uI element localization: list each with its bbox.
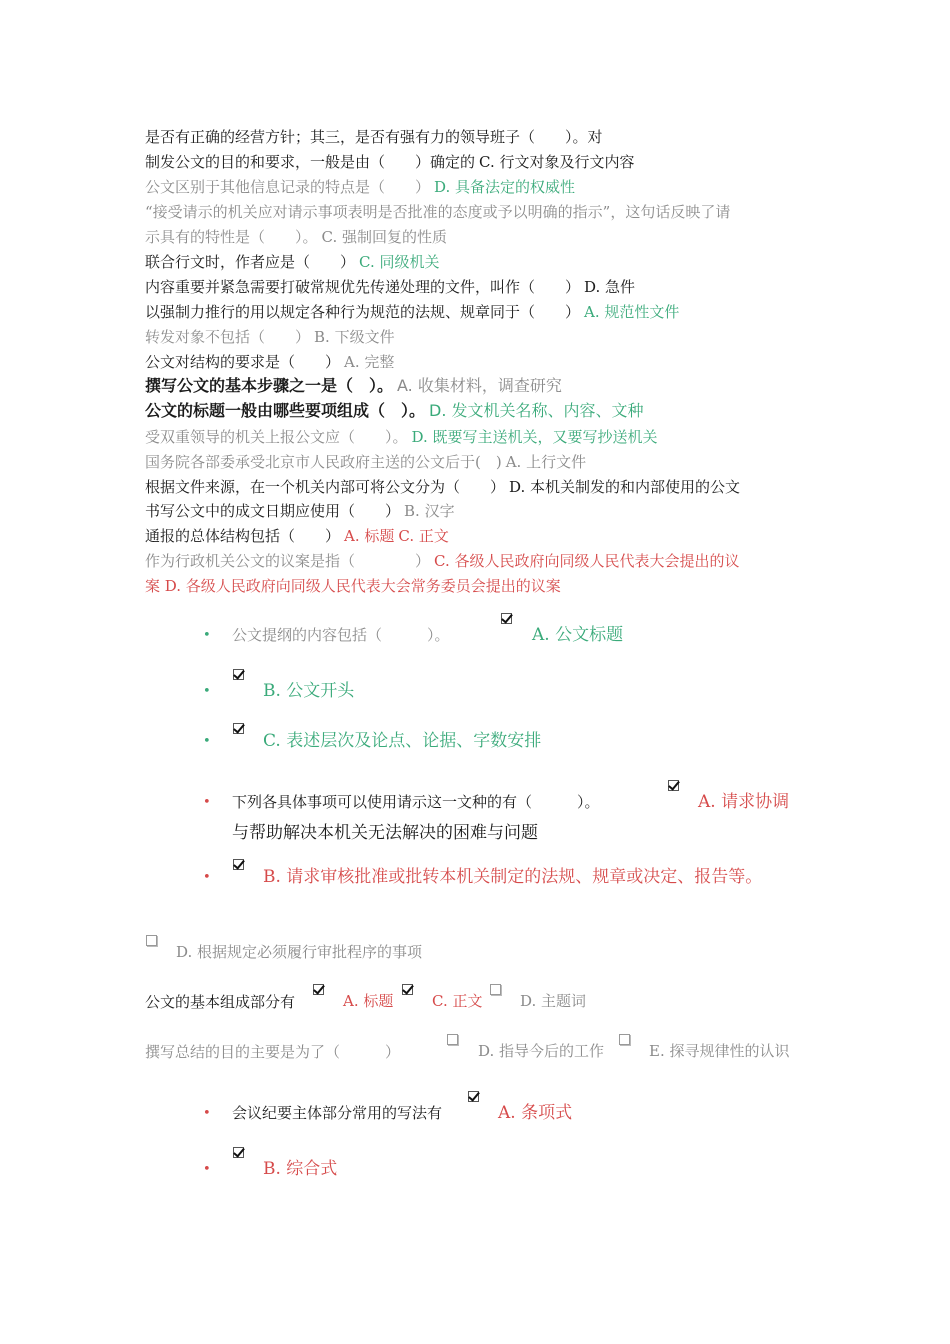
qa-line: 公文的标题一般由哪些要项组成（ ）。 D. 发文机关名称、内容、文种	[145, 401, 644, 420]
bullet: •	[203, 628, 211, 643]
qa-line: 以强制力推行的用以规定各种行为规范的法规、规章同于（ ） A. 规范性文件	[145, 303, 680, 321]
bullet: •	[203, 870, 211, 885]
qa-line: 受双重领导的机关上报公文应（ ）。 D. 既要写主送机关，又要写抄送机关	[145, 428, 658, 446]
bullet: •	[203, 684, 211, 699]
qa-line: 制发公文的目的和要求，一般是由（ ）确定的 C. 行文对象及行文内容	[145, 153, 635, 171]
option-label-continued: 与帮助解决本机关无法解决的困难与问题	[232, 823, 538, 843]
option-label: C. 正文	[432, 992, 483, 1010]
option-label: E. 探寻规律性的认识	[649, 1042, 790, 1060]
checkbox-checked[interactable]	[468, 1091, 479, 1102]
option-label: B. 综合式	[263, 1159, 338, 1179]
checkbox-unchecked[interactable]	[490, 984, 501, 995]
option-label: D. 根据规定必须履行审批程序的事项	[176, 943, 423, 961]
question-text: 公文的基本组成部分有	[145, 993, 296, 1011]
qa-line: 是否有正确的经营方针；其三，是否有强有力的领导班子（ ）。对	[145, 128, 603, 146]
question-text: 会议纪要主体部分常用的写法有	[232, 1104, 443, 1122]
question-text: 公文提纲的内容包括（ ）。	[232, 626, 450, 644]
checkbox-unchecked[interactable]	[447, 1034, 458, 1045]
qa-line: 国务院各部委承受北京市人民政府主送的公文后于( ) A. 上行文件	[145, 453, 587, 471]
option-label: D. 指导今后的工作	[478, 1042, 605, 1060]
option-label: C. 表述层次及论点、论据、字数安排	[263, 731, 542, 751]
checkbox-unchecked[interactable]	[146, 935, 157, 946]
option-label: A. 公文标题	[532, 625, 624, 645]
checkbox-unchecked[interactable]	[619, 1034, 630, 1045]
checkbox-checked[interactable]	[233, 723, 244, 734]
bullet: •	[203, 734, 211, 749]
qa-line: 公文区别于其他信息记录的特点是（ ） D. 具备法定的权威性	[145, 178, 576, 196]
qa-line: 内容重要并紧急需要打破常规优先传递处理的文件，叫作（ ） D. 急件	[145, 278, 636, 296]
option-label: B. 公文开头	[263, 681, 355, 701]
checkbox-checked[interactable]	[668, 780, 679, 791]
checkbox-checked[interactable]	[233, 1147, 244, 1158]
qa-line: 撰写公文的基本步骤之一是（ ）。 A. 收集材料，调查研究	[145, 376, 562, 395]
qa-line: 根据文件来源，在一个机关内部可将公文分为（ ） D. 本机关制发的和内部使用的公文	[145, 478, 741, 496]
qa-line: 作为行政机关公文的议案是指（ ） C. 各级人民政府向同级人民代表大会提出的议	[145, 552, 740, 570]
checkbox-checked[interactable]	[402, 984, 413, 995]
checkbox-checked[interactable]	[501, 613, 512, 624]
question-text: 撰写总结的目的主要是为了（ ）	[145, 1043, 401, 1061]
qa-line: 转发对象不包括（ ） B. 下级文件	[145, 328, 395, 346]
qa-line: 联合行文时，作者应是（ ） C. 同级机关	[145, 253, 440, 271]
bullet: •	[203, 795, 211, 810]
checkbox-checked[interactable]	[233, 859, 244, 870]
qa-line: “接受请示的机关应对请示事项表明是否批准的态度或予以明确的指示”，这句话反映了请	[145, 203, 731, 221]
option-label: B. 请求审核批准或批转本机关制定的法规、规章或决定、报告等。	[263, 867, 763, 887]
bullet: •	[203, 1162, 211, 1177]
option-label: A. 标题	[343, 992, 394, 1010]
qa-line: 示具有的特性是（ ）。 C. 强制回复的性质	[145, 228, 447, 246]
qa-line: 案 D. 各级人民政府向同级人民代表大会常务委员会提出的议案	[145, 577, 561, 595]
qa-line: 公文对结构的要求是（ ） A. 完整	[145, 353, 395, 371]
checkbox-checked[interactable]	[233, 669, 244, 680]
qa-line: 书写公文中的成文日期应使用（ ） B. 汉字	[145, 502, 455, 520]
qa-line: 通报的总体结构包括（ ） A. 标题 C. 正文	[145, 527, 449, 545]
option-label: A. 条项式	[498, 1103, 573, 1123]
checkbox-checked[interactable]	[313, 984, 324, 995]
question-text: 下列各具体事项可以使用请示这一文种的有（ ）。	[232, 793, 600, 811]
option-label: A. 请求协调	[698, 792, 790, 812]
bullet: •	[203, 1106, 211, 1121]
option-label: D. 主题词	[520, 992, 587, 1010]
